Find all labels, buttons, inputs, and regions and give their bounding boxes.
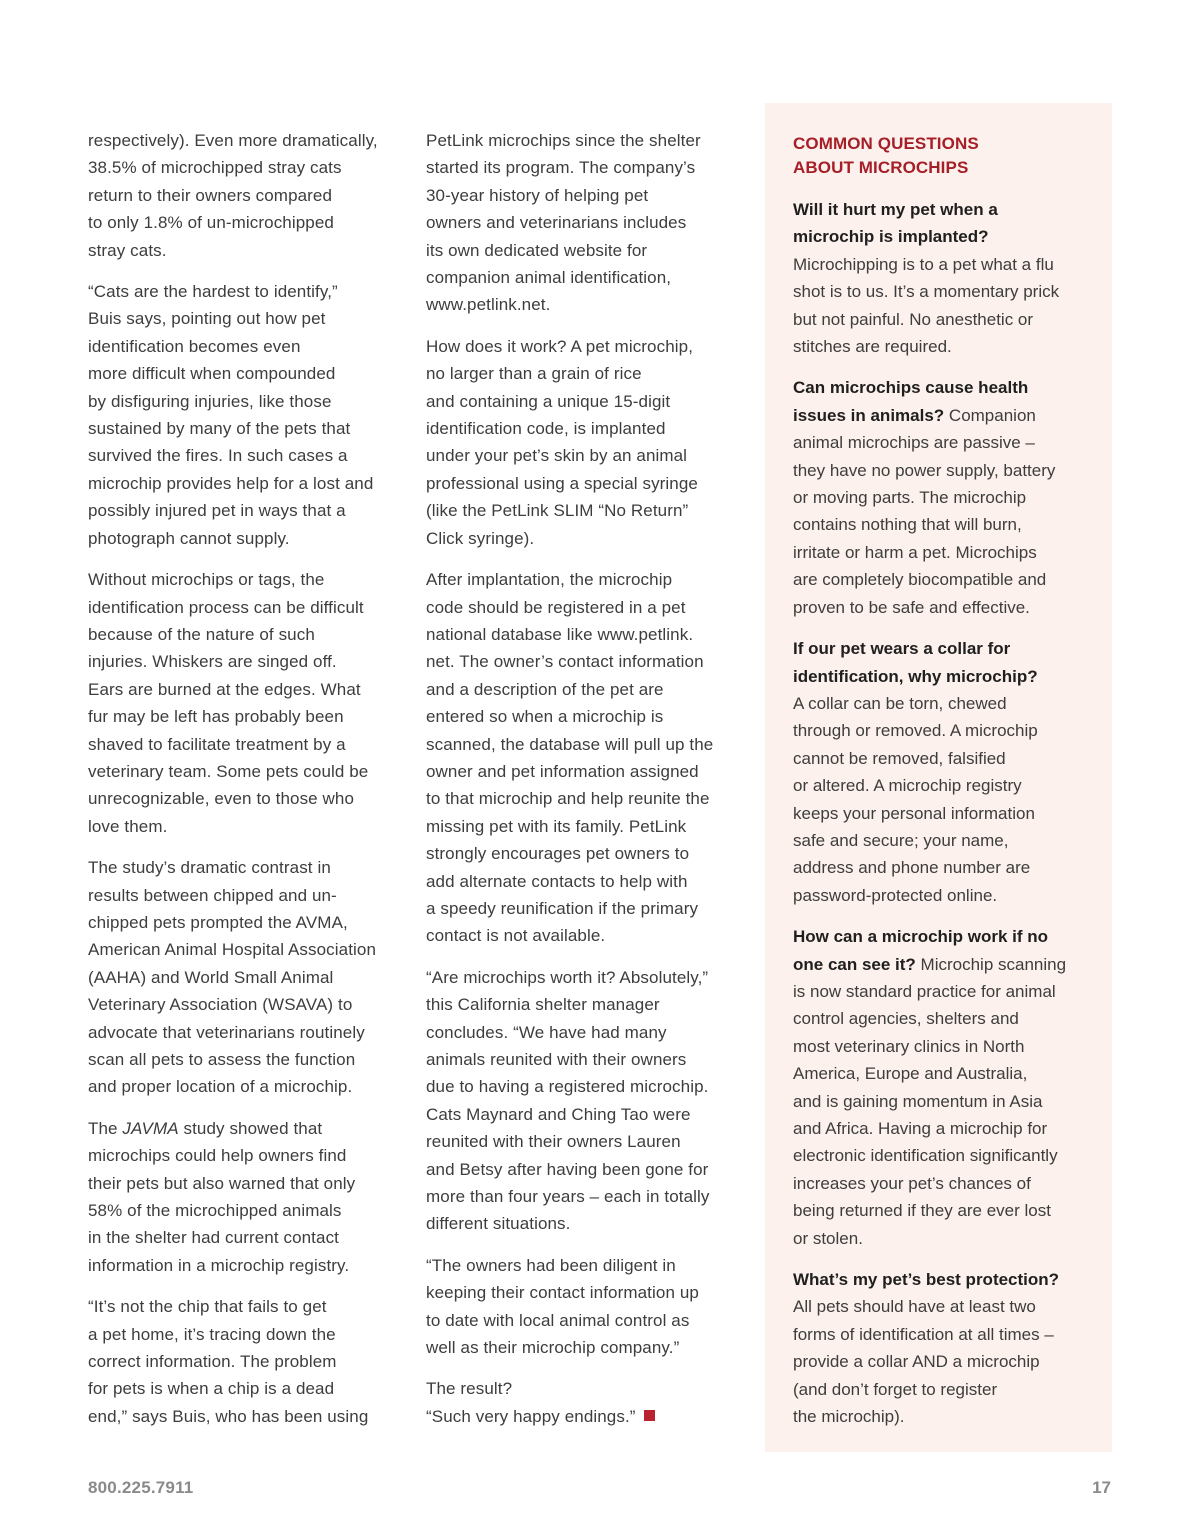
text-line: microchips could help owners find [88, 1146, 347, 1166]
text-line: “The owners had been diligent in [426, 1255, 676, 1275]
text-line: owner and pet information assigned [426, 761, 699, 781]
faq-answer-text: keeps your personal information [793, 803, 1035, 823]
faq-question-text: one can see it? [793, 954, 916, 974]
text-line: (AAHA) and World Small Animal [88, 967, 334, 987]
faq-question-text: microchip is implanted? [793, 227, 989, 247]
body-paragraph [88, 854, 394, 1101]
text-line: their pets but also warned that only [88, 1173, 356, 1193]
text-line: 58% of the microchipped animals [88, 1201, 342, 1221]
text-line [793, 951, 1093, 978]
faq-answer-text: is now standard practice for animal [793, 981, 1056, 1001]
text-line: identification code, is implanted [426, 419, 666, 439]
faq-answer-text: address and phone number are [793, 858, 1031, 878]
text-line: American Animal Hospital Association [88, 940, 377, 960]
text-line: return to their owners compared [88, 185, 333, 205]
faq-answer-text: most veterinary clinics in North [793, 1036, 1025, 1056]
text-line [793, 251, 1093, 278]
text-line: keeping their contact information up [426, 1283, 699, 1303]
text-line: in the shelter had current contact [88, 1228, 339, 1248]
text-line: under your pet’s skin by an animal [426, 446, 688, 466]
text-line: The study’s dramatic contrast in [88, 858, 331, 878]
text-line [793, 923, 1093, 950]
text-line: professional using a special syringe [426, 473, 698, 493]
sidebar-heading-line: COMMON QUESTIONS [793, 134, 979, 153]
text-line: stray cats. [88, 240, 167, 260]
text-line [793, 196, 1093, 223]
body-paragraph [426, 1375, 734, 1430]
text-line [793, 484, 1093, 511]
body-paragraph [88, 127, 394, 264]
text-line [793, 1293, 1093, 1320]
text-line: advocate that veterinarians routinely [88, 1022, 365, 1042]
text-line [793, 1348, 1093, 1375]
faq-answer-text: Companion [944, 405, 1036, 425]
text-line: www.petlink.net. [426, 295, 551, 315]
text-line [793, 511, 1093, 538]
faq-answer-text: (and don’t forget to register [793, 1379, 998, 1399]
faq-item [793, 635, 1093, 909]
text-line: started its program. The company’s [426, 158, 696, 178]
text-line: injuries. Whiskers are singed off. [88, 652, 337, 672]
text-line: microchip provides help for a lost and [88, 473, 374, 493]
text-line [793, 745, 1093, 772]
body-paragraph [88, 1115, 394, 1279]
text-line: and containing a unique 15-digit [426, 391, 671, 411]
faq-answer-text: control agencies, shelters and [793, 1009, 1019, 1029]
text-line: fur may be left has probably been [88, 707, 344, 727]
text-run: “Such very happy endings.” [426, 1406, 636, 1426]
text-line: by disfiguring injuries, like those [88, 391, 332, 411]
text-line: scanned, the database will pull up the [426, 734, 714, 754]
text-line: Click syringe). [426, 528, 535, 548]
text-line: (like the PetLink SLIM “No Return” [426, 501, 689, 521]
faq-answer-text: stitches are required. [793, 337, 952, 357]
faq-answer-text: contains nothing that will burn, [793, 515, 1022, 535]
text-line: possibly injured pet in ways that a [88, 501, 346, 521]
faq-answer-text: password-protected online. [793, 885, 998, 905]
text-line [793, 1376, 1093, 1403]
text-line: “Cats are the hardest to identify,” [88, 282, 338, 302]
text-line [793, 1321, 1093, 1348]
body-paragraph [426, 1252, 734, 1362]
text-line: How does it work? A pet microchip, [426, 336, 694, 356]
faq-answer-text: or moving parts. The microchip [793, 488, 1027, 508]
faq-question-text: issues in animals? [793, 405, 945, 425]
text-line: national database like www.petlink. [426, 624, 694, 644]
faq-question-text: What’s my pet’s best protection? [793, 1270, 1060, 1290]
faq-answer-text: electronic identification significantly [793, 1146, 1058, 1166]
faq-answer-text: safe and secure; your name, [793, 830, 1009, 850]
text-line: veterinary team. Some pets could be [88, 761, 369, 781]
text-line: a speedy reunification if the primary [426, 898, 699, 918]
faq-answer-text: America, Europe and Australia, [793, 1064, 1028, 1084]
text-line: sustained by many of the pets that [88, 419, 351, 439]
text-line: 30-year history of helping pet [426, 185, 649, 205]
faq-question-text: How can a microchip work if no [793, 927, 1049, 947]
text-line [793, 1266, 1093, 1293]
text-line [793, 457, 1093, 484]
faq-item [793, 374, 1093, 621]
text-line: to date with local animal control as [426, 1310, 690, 1330]
text-line [793, 566, 1093, 593]
text-line: due to having a registered microchip. [426, 1077, 709, 1097]
faq-answer-text: increases your pet’s chances of [793, 1173, 1031, 1193]
text-line [793, 772, 1093, 799]
text-line: and Betsy after having been gone for [426, 1159, 709, 1179]
faq-item [793, 196, 1093, 360]
text-line: results between chipped and un- [88, 885, 337, 905]
text-line [793, 800, 1093, 827]
text-line: Ears are burned at the edges. What [88, 679, 361, 699]
text-line: identification becomes even [88, 336, 301, 356]
faq-answer-text: are completely biocompatible and [793, 570, 1047, 590]
body-paragraph [426, 566, 734, 950]
faq-answer-text: or stolen. [793, 1228, 863, 1248]
faq-answer-text: forms of identification at all times – [793, 1324, 1054, 1344]
text-line [793, 539, 1093, 566]
text-line: chipped pets prompted the AVMA, [88, 912, 348, 932]
text-line [793, 374, 1093, 401]
faq-answer-text: provide a collar AND a microchip [793, 1352, 1040, 1372]
body-paragraph [88, 566, 394, 840]
text-line: add alternate contacts to help with [426, 871, 688, 891]
text-line: to that microchip and help reunite the [426, 789, 710, 809]
text-line: and a description of the pet are [426, 679, 664, 699]
text-line [793, 429, 1093, 456]
text-line: a pet home, it’s tracing down the [88, 1324, 336, 1344]
text-line: animals reunited with their owners [426, 1050, 687, 1069]
text-line: strongly encourages pet owners to [426, 844, 690, 864]
text-line [793, 1088, 1093, 1115]
faq-question-text: identification, why microchip? [793, 666, 1038, 686]
faq-answer-text: animal microchips are passive – [793, 433, 1035, 453]
text-line [793, 882, 1093, 909]
text-line [793, 1197, 1093, 1224]
text-line: and proper location of a microchip. [88, 1077, 353, 1097]
text-line [793, 1115, 1093, 1142]
text-line: for pets is when a chip is a dead [88, 1379, 335, 1399]
text-line: contact is not available. [426, 926, 606, 946]
faq-answer-text: cannot be removed, falsified [793, 748, 1006, 768]
faq-answer-text: Microchip scanning [915, 954, 1067, 974]
text-line: After implantation, the microchip [426, 570, 673, 590]
body-paragraph [426, 964, 734, 1238]
text-line: Buis says, pointing out how pet [88, 309, 326, 329]
text-line: PetLink microchips since the shelter [426, 131, 701, 150]
text-line [793, 663, 1093, 690]
text-line: The result? [426, 1379, 513, 1399]
text-run: study showed that [178, 1118, 323, 1138]
sidebar-heading-line: ABOUT MICROCHIPS [793, 158, 969, 177]
article-column-2 [426, 127, 734, 1444]
text-run: The [88, 1118, 123, 1138]
text-line [793, 1033, 1093, 1060]
journal-name: JAVMA [122, 1118, 179, 1138]
text-line: scan all pets to assess the function [88, 1050, 356, 1069]
faq-answer-text: through or removed. A microchip [793, 721, 1038, 741]
text-line [793, 278, 1093, 305]
faq-answer-text: All pets should have at least two [793, 1297, 1036, 1317]
faq-answer-text: or altered. A microchip registry [793, 776, 1022, 796]
text-line [793, 690, 1093, 717]
faq-sidebar [765, 103, 1112, 1452]
text-line [426, 1403, 734, 1430]
faq-answer-text: proven to be safe and effective. [793, 597, 1030, 617]
text-line: well as their microchip company.” [426, 1338, 680, 1358]
text-line: Cats Maynard and Ching Tao were [426, 1104, 691, 1124]
footer-phone-number: 800.225.7911 [88, 1478, 194, 1497]
text-line: different situations. [426, 1214, 571, 1234]
faq-question-text: Can microchips cause health [793, 378, 1029, 398]
text-line [793, 854, 1093, 881]
faq-answer-text: and is gaining momentum in Asia [793, 1091, 1043, 1111]
body-paragraph [426, 333, 734, 552]
text-line [793, 978, 1093, 1005]
text-line: companion animal identification, [426, 268, 672, 288]
text-line: photograph cannot supply. [88, 528, 290, 548]
text-line: “It’s not the chip that fails to get [88, 1297, 327, 1317]
text-line: no larger than a grain of rice [426, 364, 642, 384]
text-line [88, 1115, 394, 1142]
text-line: its own dedicated website for [426, 240, 648, 260]
text-line: Without microchips or tags, the [88, 570, 325, 590]
text-line [793, 402, 1093, 429]
text-line: net. The owner’s contact information [426, 652, 704, 672]
faq-answer-text: irritate or harm a pet. Microchips [793, 542, 1037, 562]
text-line: 38.5% of microchipped stray cats [88, 158, 342, 178]
text-line: owners and veterinarians includes [426, 213, 687, 233]
text-line [793, 223, 1093, 250]
faq-answer-text: shot is to us. It’s a momentary prick [793, 282, 1060, 302]
text-line: more than four years – each in totally [426, 1187, 710, 1207]
text-line: missing pet with its family. PetLink [426, 816, 687, 836]
text-line: survived the fires. In such cases a [88, 446, 348, 466]
end-of-article-square-icon [644, 1410, 655, 1421]
text-line: reunited with their owners Lauren [426, 1132, 681, 1152]
text-line: identification process can be difficult [88, 597, 364, 617]
text-line [793, 717, 1093, 744]
text-line: more difficult when compounded [88, 364, 336, 384]
faq-answer-text: being returned if they are ever lost [793, 1201, 1051, 1221]
text-line: respectively). Even more dramatically, [88, 131, 378, 150]
text-line [793, 1170, 1093, 1197]
faq-item [793, 1266, 1093, 1430]
text-line: information in a microchip registry. [88, 1255, 350, 1275]
faq-answer-text: A collar can be torn, chewed [793, 693, 1007, 713]
faq-answer-text: but not painful. No anesthetic or [793, 309, 1034, 329]
page-number: 17 [1092, 1478, 1111, 1497]
text-line: end,” says Buis, who has been using [88, 1406, 369, 1426]
text-line: to only 1.8% of un-microchipped [88, 213, 334, 233]
text-line: correct information. The problem [88, 1352, 337, 1372]
faq-question-text: Will it hurt my pet when a [793, 200, 998, 219]
faq-answer-text: they have no power supply, battery [793, 460, 1056, 480]
text-line [793, 306, 1093, 333]
text-line [793, 1005, 1093, 1032]
text-line: unrecognizable, even to those who [88, 789, 355, 809]
text-line: entered so when a microchip is [426, 707, 664, 727]
faq-item [793, 923, 1093, 1252]
faq-list [793, 196, 1093, 1430]
body-paragraph [88, 1293, 394, 1430]
text-line: because of the nature of such [88, 624, 315, 644]
text-line: this California shelter manager [426, 995, 660, 1015]
faq-answer-text: the microchip). [793, 1407, 905, 1427]
faq-answer-text: and Africa. Having a microchip for [793, 1119, 1048, 1138]
body-paragraph [88, 278, 394, 552]
text-line: “Are microchips worth it? Absolutely,” [426, 967, 709, 987]
text-line [793, 333, 1093, 360]
text-line: concludes. “We have had many [426, 1022, 667, 1042]
text-line: code should be registered in a pet [426, 597, 686, 617]
text-line [793, 1403, 1093, 1430]
faq-answer-text: Microchipping is to a pet what a flu [793, 254, 1054, 274]
text-line: shaved to facilitate treatment by a [88, 734, 346, 754]
faq-question-text: If our pet wears a collar for [793, 639, 1011, 659]
text-line [793, 1142, 1093, 1169]
text-line [793, 635, 1093, 662]
text-line: Veterinary Association (WSAVA) to [88, 995, 353, 1015]
text-line: love them. [88, 816, 168, 836]
text-line [793, 594, 1093, 621]
text-line [793, 827, 1093, 854]
article-column-1 [88, 127, 394, 1444]
sidebar-heading [793, 132, 1093, 180]
text-line [793, 1225, 1093, 1252]
text-line [793, 1060, 1093, 1087]
body-paragraph [426, 127, 734, 319]
